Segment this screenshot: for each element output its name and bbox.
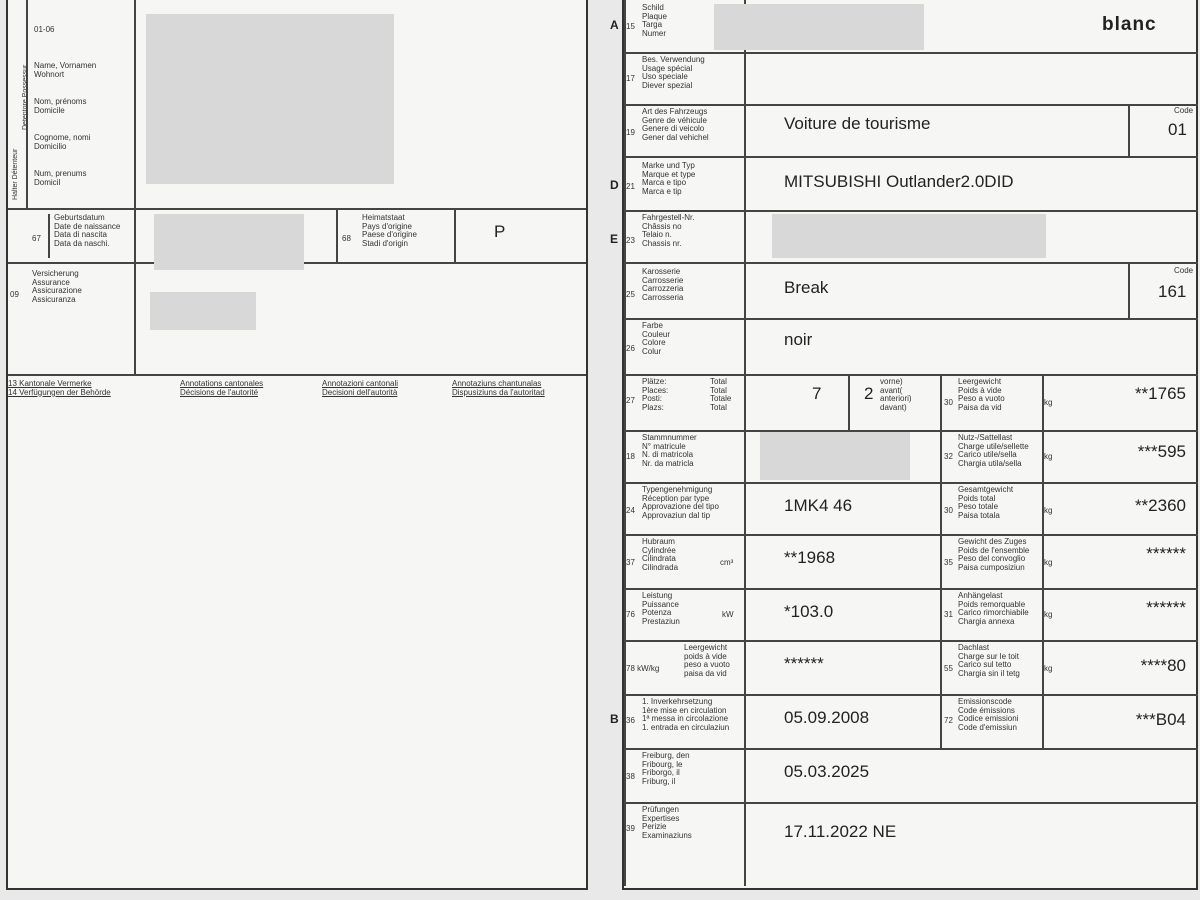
redacted-holder: [146, 14, 394, 184]
field-number: 25: [626, 290, 635, 299]
code-label: Code: [1174, 266, 1194, 275]
displacement-value: **1968: [784, 548, 836, 567]
section-letter: A: [610, 18, 619, 32]
divider: [848, 374, 850, 430]
origin-label: Heimatstaat Pays d'origine Paese d'origine Stadi d'origin: [362, 213, 417, 248]
field-number: 72: [944, 716, 953, 725]
color-label: Farbe Couleur Colore Colur: [642, 321, 671, 356]
special-use-label: Bes. Verwendung Usage spécial Uso speciale Diever spezial: [642, 55, 705, 90]
divider: [1128, 104, 1130, 156]
field-number: 31: [944, 610, 953, 619]
divider: [624, 374, 1198, 376]
holder-label-rm: Num, prenums Domicil: [34, 169, 87, 187]
power-value: *103.0: [784, 602, 834, 621]
issue-date-value: 05.03.2025: [784, 762, 870, 781]
unit: kW: [722, 610, 734, 619]
divider: [624, 156, 1198, 158]
empty-weight-value: **1765: [1134, 384, 1186, 403]
chassis-label: Fahrgestell-Nr. Châssis no Telaio n. Chassis nr.: [642, 213, 695, 248]
divider: [624, 104, 1198, 106]
roof-load-label: Dachlast Charge sur le toit Carico sul tetto Chargia sin il tetg: [958, 643, 1020, 678]
field-number: 24: [626, 506, 635, 515]
towing-label: Anhängelast Poids remorquable Carico rimorchiabile Chargia annexa: [958, 591, 1029, 626]
field-number: 09: [10, 290, 19, 299]
unit: kg: [1044, 506, 1053, 515]
annotations-fr: Annotations cantonales Décisions de l'autorité: [180, 379, 264, 397]
top-reference: 01-06: [34, 25, 55, 34]
roof-load-value: ****80: [1140, 656, 1186, 675]
redacted-chassis: [772, 214, 1046, 258]
type-approval-label: Typengenehmigung Réception par type Approvazione del tipo Approvaziun dal tip: [642, 485, 719, 520]
field-number: 30: [944, 398, 953, 407]
divider: [624, 588, 1198, 590]
field-number: 38: [626, 772, 635, 781]
payload-label: Nutz-/Sattellast Charge utile/sellette Carico utile/sella Chargia utila/sella: [958, 433, 1029, 468]
make-value: MITSUBISHI Outlander2.0DID: [784, 172, 1014, 191]
right-page: [610, 0, 1198, 890]
field-number: 76: [626, 610, 635, 619]
matricule-label: Stammnummer N° matricule N. di matricola Nr. da matricla: [642, 433, 697, 468]
train-weight-label: Gewicht des Zuges Poids de l'ensemble Peso del convoglio Paisa cumposiziun: [958, 537, 1030, 572]
vehicle-type-value: Voiture de tourisme: [784, 114, 931, 133]
first-registration-label: 1. Inverkehrsetzung 1ère mise en circulation 1ª messa in circolazione 1. entrada en circulaziun: [642, 697, 730, 732]
section-letter: B: [610, 712, 619, 726]
redacted-matricule: [760, 432, 910, 480]
field-number: 17: [626, 74, 635, 83]
divider: [744, 0, 746, 886]
power-label: Leistung Puissance Potenza Prestaziun: [642, 591, 680, 626]
body-value: Break: [784, 278, 829, 297]
divider: [624, 210, 1198, 212]
seats-total-label: Total Total Totale Total: [710, 377, 732, 412]
unit: kg: [1044, 452, 1053, 461]
field-number: 30: [944, 506, 953, 515]
field-number: 32: [944, 452, 953, 461]
color-value: noir: [784, 330, 813, 349]
unit: kg: [1044, 398, 1053, 407]
divider: [8, 374, 586, 376]
issue-place-label: Freiburg, den Fribourg, le Friborgo, il Friburg, il: [642, 751, 690, 786]
body-code: 161: [1158, 282, 1187, 301]
field-number: 35: [944, 558, 953, 567]
birthdate-label: Geburtsdatum Date de naissance Data di nascita Data da naschi.: [54, 213, 121, 248]
insurance-label: Versicherung Assurance Assicurazione Assicuranza: [32, 269, 82, 304]
empty-weight-label: Leergewicht Poids à vide Peso a vuoto Paisa da vid: [958, 377, 1005, 412]
divider: [624, 482, 1198, 484]
emission-value: ***B04: [1135, 710, 1186, 729]
form-color-mark: blanc: [1102, 14, 1157, 35]
divider: [134, 0, 136, 374]
divider: [1128, 262, 1130, 318]
field-number: 15: [626, 22, 635, 31]
displacement-label: Hubraum Cylindrée Cilindrata Cilindrada: [642, 537, 679, 572]
train-weight-value: ******: [1146, 544, 1186, 563]
field-number: 68: [342, 234, 351, 243]
divider: [624, 640, 1198, 642]
unit: kg: [1044, 610, 1053, 619]
divider: [8, 208, 586, 210]
redacted-insurance: [150, 292, 256, 330]
field-number: 18: [626, 452, 635, 461]
annotations-rm: Annotaziuns chantunalas Dispusiziuns da l'autoritad: [452, 379, 545, 397]
type-approval-value: 1MK4 46: [784, 496, 853, 515]
divider: [624, 52, 1198, 54]
origin-value: P: [494, 222, 506, 241]
holder-vertical-label: Halter Détenteur: [12, 148, 19, 200]
make-label: Marke und Typ Marque et type Marca e tipo Marca e tip: [642, 161, 696, 196]
divider: [624, 748, 1198, 750]
total-weight-label: Gesamtgewicht Poids total Peso totale Paisa totala: [958, 485, 1014, 520]
field-number: 27: [626, 396, 635, 405]
divider: [624, 430, 1198, 432]
total-weight-value: **2360: [1134, 496, 1186, 515]
holder-vertical-label: Detentore Possessur: [22, 64, 29, 130]
seats-label: Plätze: Places: Posti: Plazs:: [642, 377, 669, 412]
section-letter: D: [610, 178, 619, 192]
field-number: 78 kW/kg: [626, 664, 660, 673]
field-number: 39: [626, 824, 635, 833]
power-weight-value: ******: [784, 654, 824, 673]
field-number: 37: [626, 558, 635, 567]
divider: [624, 262, 1198, 264]
field-number: 26: [626, 344, 635, 353]
power-weight-label: Leergewicht poids à vide peso a vuoto paisa da vid: [684, 643, 730, 678]
divider: [624, 318, 1198, 320]
vehicle-type-label: Art des Fahrzeugs Genre de véhicule Genere di veicolo Gener dal vehichel: [642, 107, 709, 142]
payload-value: ***595: [1137, 442, 1186, 461]
section-letter: E: [610, 232, 619, 246]
field-number: 23: [626, 236, 635, 245]
plate-label: Schild Plaque Targa Numer: [642, 3, 667, 38]
unit: kg: [1044, 558, 1053, 567]
left-page: [6, 0, 588, 890]
divider: [624, 802, 1198, 804]
first-registration-value: 05.09.2008: [784, 708, 870, 727]
field-number: 36: [626, 716, 635, 725]
vehicle-type-code: 01: [1168, 120, 1187, 139]
seats-total-value: 7: [812, 384, 822, 403]
field-number: 55: [944, 664, 953, 673]
redacted-birthdate: [154, 214, 304, 270]
unit: cm³: [720, 558, 734, 567]
holder-label-de: Name, Vornamen Wohnort: [34, 61, 97, 79]
divider: [624, 534, 1198, 536]
redacted-plate: [714, 4, 924, 50]
annotations-it: Annotazioni cantonali Decisioni dell'autorità: [322, 379, 399, 397]
field-number: 67: [32, 234, 41, 243]
seats-front-label: vorne) avant( anteriori) davant): [880, 377, 912, 412]
holder-label-it: Cognome, nomi Domicilio: [34, 133, 91, 151]
divider: [624, 694, 1198, 696]
unit: kg: [1044, 664, 1053, 673]
emission-label: Emissionscode Code émissions Codice emissioni Code d'emissiun: [958, 697, 1019, 732]
divider: [454, 208, 456, 262]
inspection-label: Prüfungen Expertises Perizie Examinaziuns: [642, 805, 692, 840]
code-label: Code: [1174, 106, 1194, 115]
seats-front-value: 2: [864, 384, 874, 403]
inspection-value: 17.11.2022 NE: [784, 822, 897, 841]
divider: [48, 214, 50, 258]
towing-value: ******: [1146, 598, 1186, 617]
divider: [336, 208, 338, 262]
body-label: Karosserie Carrosserie Carrozzeria Carrosseria: [642, 267, 684, 302]
field-number: 21: [626, 182, 635, 191]
field-number: 19: [626, 128, 635, 137]
holder-label-fr: Nom, prénoms Domicile: [34, 97, 87, 115]
annotations-de: 13 Kantonale Vermerke 14 Verfügungen der Behörde: [8, 379, 111, 397]
